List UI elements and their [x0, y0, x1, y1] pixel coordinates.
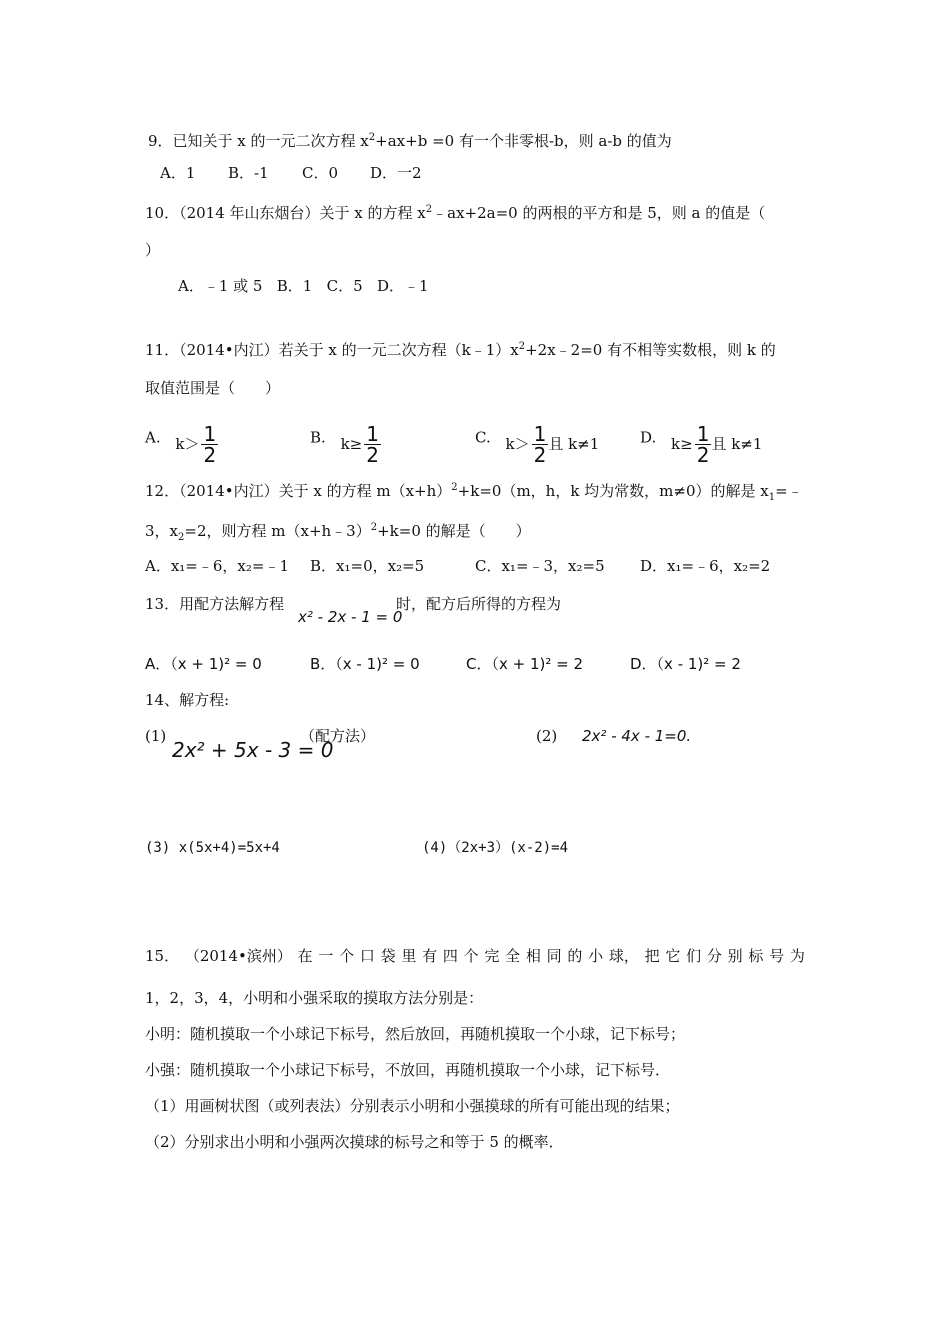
- q12-option-a: A．x₁=﹣6，x₂=﹣1: [145, 557, 290, 575]
- q15-line1-token: 15．: [145, 947, 180, 965]
- q15-line1-token: 相: [525, 947, 541, 965]
- q11-stem-line2: 取值范围是（ ）: [145, 379, 281, 397]
- option-letter: C.: [475, 428, 491, 447]
- q15-line1-token: 分: [706, 947, 722, 965]
- q15-line1-token: 四: [442, 947, 458, 965]
- q13-equation: x² - 2x - 1 = 0: [298, 608, 403, 626]
- q10-stem: 10．（2014 年山东烟台）关于 x 的方程 $x^2﹣ax+2a=0$ 的两根的平方和是 5，则 a 的值是（: [145, 204, 766, 222]
- q15-line1-token: 它: [665, 947, 681, 965]
- fraction: $\frac{1}{2}$: [366, 422, 379, 467]
- fraction: $\frac{1}{2}$: [533, 422, 547, 467]
- q9-option-d: D．一2: [370, 164, 422, 182]
- q15-line1-token: 号: [769, 947, 785, 965]
- q14-part2-equation: 2x² - 4x - 1=0.: [582, 727, 692, 745]
- q10-options: A．﹣1 或 5 B．1 C．5 D．﹣1: [178, 277, 429, 295]
- q14-part4: (4)（2x+3）(x-2)=4: [422, 840, 569, 856]
- q14-title: 14、解方程:: [145, 691, 230, 709]
- q15-line1-token: 标: [748, 947, 764, 965]
- q12-option-d: D．x₁=﹣6，x₂=2: [640, 557, 771, 575]
- q12-stem-line2: 3，$x_2=2$，则方程 m（x+h﹣3）$^2$+k=0 的解是（ ）: [145, 522, 531, 543]
- q15-stem-line2: 1，2，3，4，小明和小强采取的摸取方法分别是：: [145, 989, 484, 1007]
- q15-line1-token: （2014•滨州）: [184, 947, 292, 965]
- q15-line1-token: 们: [686, 947, 702, 965]
- q13-option-b: B．（x - 1)² = 0: [310, 655, 420, 673]
- q13-option-d: D．（x - 1)² = 2: [630, 655, 741, 673]
- q9-stem: 9．已知关于 x 的一元二次方程 $x^2+ax+b =0$ 有一个非零根-b，则 a-b 的值为: [148, 132, 672, 150]
- q9-option-c: C．0: [302, 164, 339, 182]
- option-expr: k≥ $\frac{1}{2}$: [340, 422, 379, 467]
- q13-option-c: C．（x + 1)² = 2: [466, 655, 584, 673]
- q15-xiaoming-rule: 小明：随机摸取一个小球记下标号，然后放回，再随机摸取一个小球，记下标号；: [145, 1025, 686, 1043]
- q14-part1-method: （配方法）: [300, 727, 376, 745]
- q10-stem-close: ）: [145, 241, 161, 259]
- q15-part1: （1）用画树状图（或列表法）分别表示小明和小强摸球的所有可能出现的结果；: [145, 1097, 680, 1115]
- q15-part2: （2）分别求出小明和小强两次摸球的标号之和等于 5 的概率．: [145, 1133, 564, 1151]
- q13-stem-b: 时，配方后所得的方程为: [396, 595, 562, 613]
- q15-line1-token: 把: [644, 947, 660, 965]
- q15-xiaoqiang-rule: 小强：随机摸取一个小球记下标号，不放回，再随机摸取一个小球，记下标号．: [145, 1061, 671, 1079]
- q15-stem-line1: [145, 946, 805, 966]
- q15-line1-token: 全: [505, 947, 521, 965]
- q9-option-a: A．1: [160, 164, 196, 182]
- q15-line1-token: 个: [463, 947, 479, 965]
- option-letter: A.: [145, 428, 161, 447]
- q11-option-b: [310, 418, 381, 467]
- q15-line1-token: 完: [484, 947, 500, 965]
- q14-part1-label: (1): [145, 727, 167, 745]
- q11-option-a: [145, 418, 218, 467]
- q15-line1-token: 在: [297, 947, 313, 965]
- q14-part2-label: (2): [536, 727, 558, 745]
- q15-line1-token: 个: [339, 947, 355, 965]
- option-letter: D.: [640, 428, 657, 447]
- q15-line1-token: 球，: [608, 947, 639, 965]
- q11-option-c: [475, 418, 600, 467]
- option-expr: k＞ $\frac{1}{2}$: [175, 422, 217, 467]
- option-expr: k＞ $\frac{1}{2}$ 且 k≠1: [505, 422, 600, 467]
- q15-line1-token: 口: [359, 947, 375, 965]
- q15-line1-token: 别: [727, 947, 743, 965]
- q15-line1-token: 小: [588, 947, 604, 965]
- q14-part1-equation: 2x² + 5x - 3 = 0: [172, 738, 334, 762]
- q15-line1-token: 同: [546, 947, 562, 965]
- q13-option-a: A．（x + 1)² = 0: [145, 655, 262, 673]
- q15-line1-token: 里: [401, 947, 417, 965]
- q15-line1-token: 的: [567, 947, 583, 965]
- q12-stem-line1: 12．（2014•内江）关于 x 的方程 $m(x+h)^2+k=0(m$，h，k 均为常数，m≠0）的解是 $x_1=﹣$: [145, 482, 803, 503]
- option-letter: B.: [310, 428, 326, 447]
- q14-part3: (3) x(5x+4)=5x+4: [145, 840, 280, 856]
- fraction: $\frac{1}{2}$: [696, 422, 710, 467]
- option-expr: k≥ $\frac{1}{2}$ 且 k≠1: [671, 422, 763, 467]
- q15-line1-token: 有: [422, 947, 438, 965]
- q15-line1-token: 袋: [380, 947, 396, 965]
- q11-stem: 11．（2014•内江）若关于 x 的一元二次方程$(k﹣1)x^2+2x﹣2=0$ 有不相等实数根，则 k 的: [145, 341, 776, 359]
- fraction: $\frac{1}{2}$: [203, 422, 217, 467]
- q12-option-c: C．x₁=﹣3，x₂=5: [475, 557, 605, 575]
- q12-option-b: B．x₁=0，x₂=5: [310, 557, 425, 575]
- q15-line1-token: 为: [789, 947, 805, 965]
- q11-option-d: [640, 418, 763, 467]
- q9-option-b: B．-1: [228, 164, 269, 182]
- q15-line1-token: 一: [318, 947, 334, 965]
- q13-stem-a: 13．用配方法解方程: [145, 595, 285, 613]
